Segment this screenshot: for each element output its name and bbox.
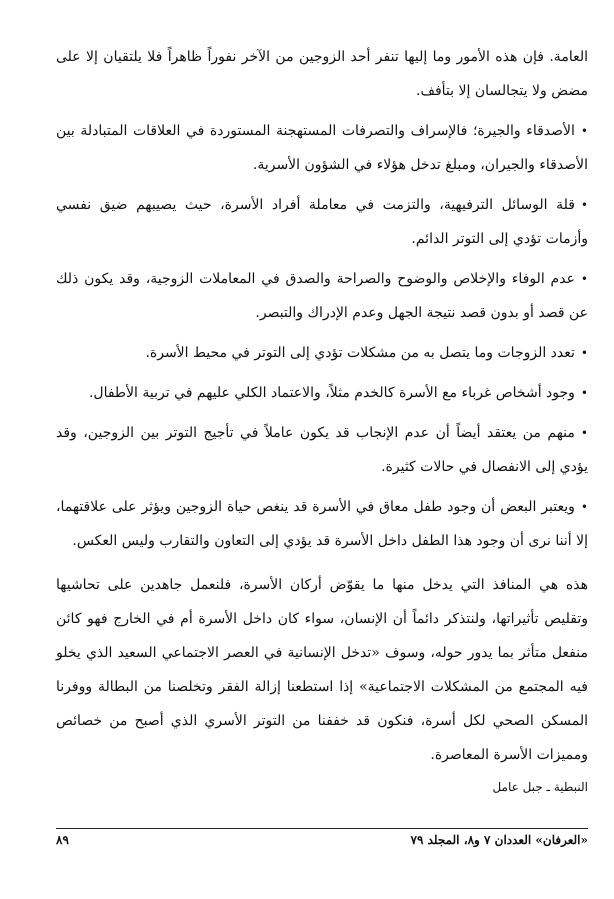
bullet-item-4 bbox=[56, 336, 588, 370]
bullet-item-7 bbox=[56, 490, 588, 558]
bullet-item-5 bbox=[56, 376, 588, 410]
bullet-text: وجود أشخاص غرباء مع الأسرة كالخدم مثلاً، والاعتماد الكلي عليهم في تربية الأطفال. bbox=[88, 385, 575, 401]
bullet-text: تعدد الزوجات وما يتصل به من مشكلات تؤدي إلى التوتر في محيط الأسرة. bbox=[145, 345, 575, 361]
bullet-icon: • bbox=[580, 426, 588, 440]
page-footer bbox=[56, 828, 588, 847]
bullet-text: ويعتبر البعض أن وجود طفل معاق في الأسرة قد ينغص حياة الزوجين ويؤثر على علاقتهما، إلا أننا نرى أن وجود هذا الطفل داخل الأسرة قد يؤدي إلى التعاون والتقارب وليس العكس. bbox=[56, 499, 588, 549]
bullet-text: قلة الوسائل الترفيهية، والتزمت في معاملة أفراد الأسرة، حيث يصيبهم ضيق نفسي وأزمات تؤدي إلى التوتر الدائم. bbox=[56, 197, 588, 247]
closing-paragraph: هذه هي المنافذ التي يدخل منها ما يقوّض أركان الأسرة، فلنعمل جاهدين على تحاشيها وتقليص تأثيراتها، ولنتذكر دائماً أن الإنسان، سواء كان داخل الأسرة أم في الخارج فهو كائن منفعل متأثر بما يدور حوله، وسوف «تدخل الإنسانية في العصر الاجتماعي السعيد الذي يخلو فيه المجتمع من المشكلات الاجتماعية» إذا استطعنا إزالة الفقر وتخلصنا من البطالة ووفرنا المسكن الصحي لكل أسرة، فنكون قد خففنا من التوتر الأسري الذي أصبح من خصائص ومميزات الأسرة المعاصرة. bbox=[56, 577, 588, 763]
bullet-text: عدم الوفاء والإخلاص والوضوح والصراحة والصدق في المعاملات الزوجية، وقد يكون ذلك عن قصد أو بدون قصد نتيجة الجهل وعدم الإدراك والتبصر. bbox=[56, 271, 588, 321]
intro-paragraph: العامة. فإن هذه الأمور وما إليها تنفر أحد الزوجين من الآخر نفوراً ظاهراً فلا يلتقيان إلا على مضض ولا يتجالسان إلا بتأفف. bbox=[56, 49, 588, 99]
journal-citation: «العرفان» العددان ٧ و٨، المجلد ٧٩ bbox=[410, 833, 588, 847]
bullet-icon: • bbox=[580, 346, 588, 360]
bullet-icon: • bbox=[580, 198, 588, 212]
bullet-item-2 bbox=[56, 188, 588, 256]
bullet-icon: • bbox=[580, 272, 588, 286]
author-location: النبطية ـ جبل عامل bbox=[492, 780, 588, 794]
bullet-text: منهم من يعتقد أيضاً أن عدم الإنجاب قد يكون عاملاً في تأجيج التوتر بين الزوجين، وقد يؤدي إلى الانفصال في حالات كثيرة. bbox=[56, 425, 588, 475]
bullet-icon: • bbox=[580, 124, 588, 138]
page-number: ٨٩ bbox=[56, 833, 69, 847]
bullet-item-1 bbox=[56, 114, 588, 182]
bullet-icon: • bbox=[580, 500, 588, 514]
page-body bbox=[56, 40, 588, 794]
bullet-item-6 bbox=[56, 416, 588, 484]
bullet-icon: • bbox=[580, 386, 588, 400]
bullet-item-3 bbox=[56, 262, 588, 330]
bullet-text: الأصدقاء والجيرة؛ فالإسراف والتصرفات المستهجنة المستوردة في العلاقات المتبادلة بين الأصدقاء والجيران، ومبلغ تدخل هؤلاء في الشؤون الأسرية. bbox=[56, 123, 588, 173]
